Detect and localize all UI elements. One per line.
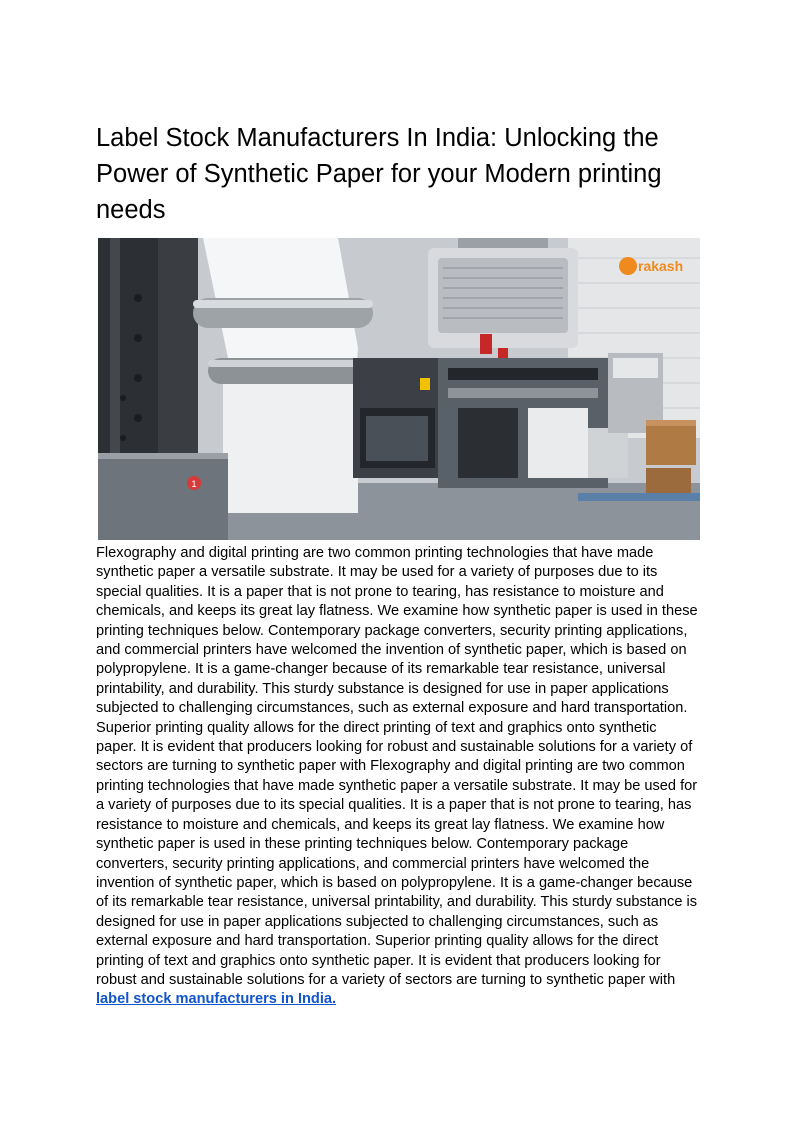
logo-icon xyxy=(619,257,637,275)
article-body xyxy=(96,544,701,1010)
label-stock-link[interactable]: label stock manufacturers in India. xyxy=(96,991,337,1008)
body-paragraph: Flexography and digital printing are two common printing technologies that have made synthetic paper a versatile substrate. It may be used for a variety of purposes due to its special qualities. It is a paper that is not prone to tearing, has resistance to moisture and chemicals, and keeps its great lay flatness. We examine how synthetic paper is used in these printing techniques below. Contemporary package converters, security printing applications, and commercial printers have welcomed the invention of synthetic paper, which is based on polypropylene. It is a game-changer because of its remarkable tear resistance, universal printability, and durability. This sturdy substance is designed for use in paper applications subjected to challenging circumstances, such as external exposure and hard transportation. Superior printing quality allows for the direct printing of text and graphics onto synthetic paper. It is evident that producers looking for robust and sustainable solutions for a variety of sectors are turning to synthetic paper with Flexography and digital printing are two common printing technologies that have made synthetic paper a versatile substrate. It may be used for a variety of purposes due to its special qualities. It is a paper that is not prone to tearing, has resistance to moisture and chemicals, and keeps its great lay flatness. We examine how synthetic paper is used in these printing techniques below. Contemporary package converters, security printing applications, and commercial printers have welcomed the invention of synthetic paper, which is based on polypropylene. It is a game-changer because of its remarkable tear resistance, universal printability, and durability. This sturdy substance is designed for use in paper applications subjected to challenging circumstances, such as external exposure and hard transportation. Superior printing quality allows for the direct printing of text and graphics onto synthetic paper. It is evident that producers looking for robust and sustainable solutions for a variety of sectors are turning to synthetic paper with xyxy=(96,545,698,988)
hero-image xyxy=(98,238,700,540)
svg-text:1: 1 xyxy=(191,479,197,489)
logo-text: rakash xyxy=(638,258,684,274)
page-title: Label Stock Manufacturers In India: Unlocking the Power of Synthetic Paper for your Modern printing needs xyxy=(96,124,662,224)
